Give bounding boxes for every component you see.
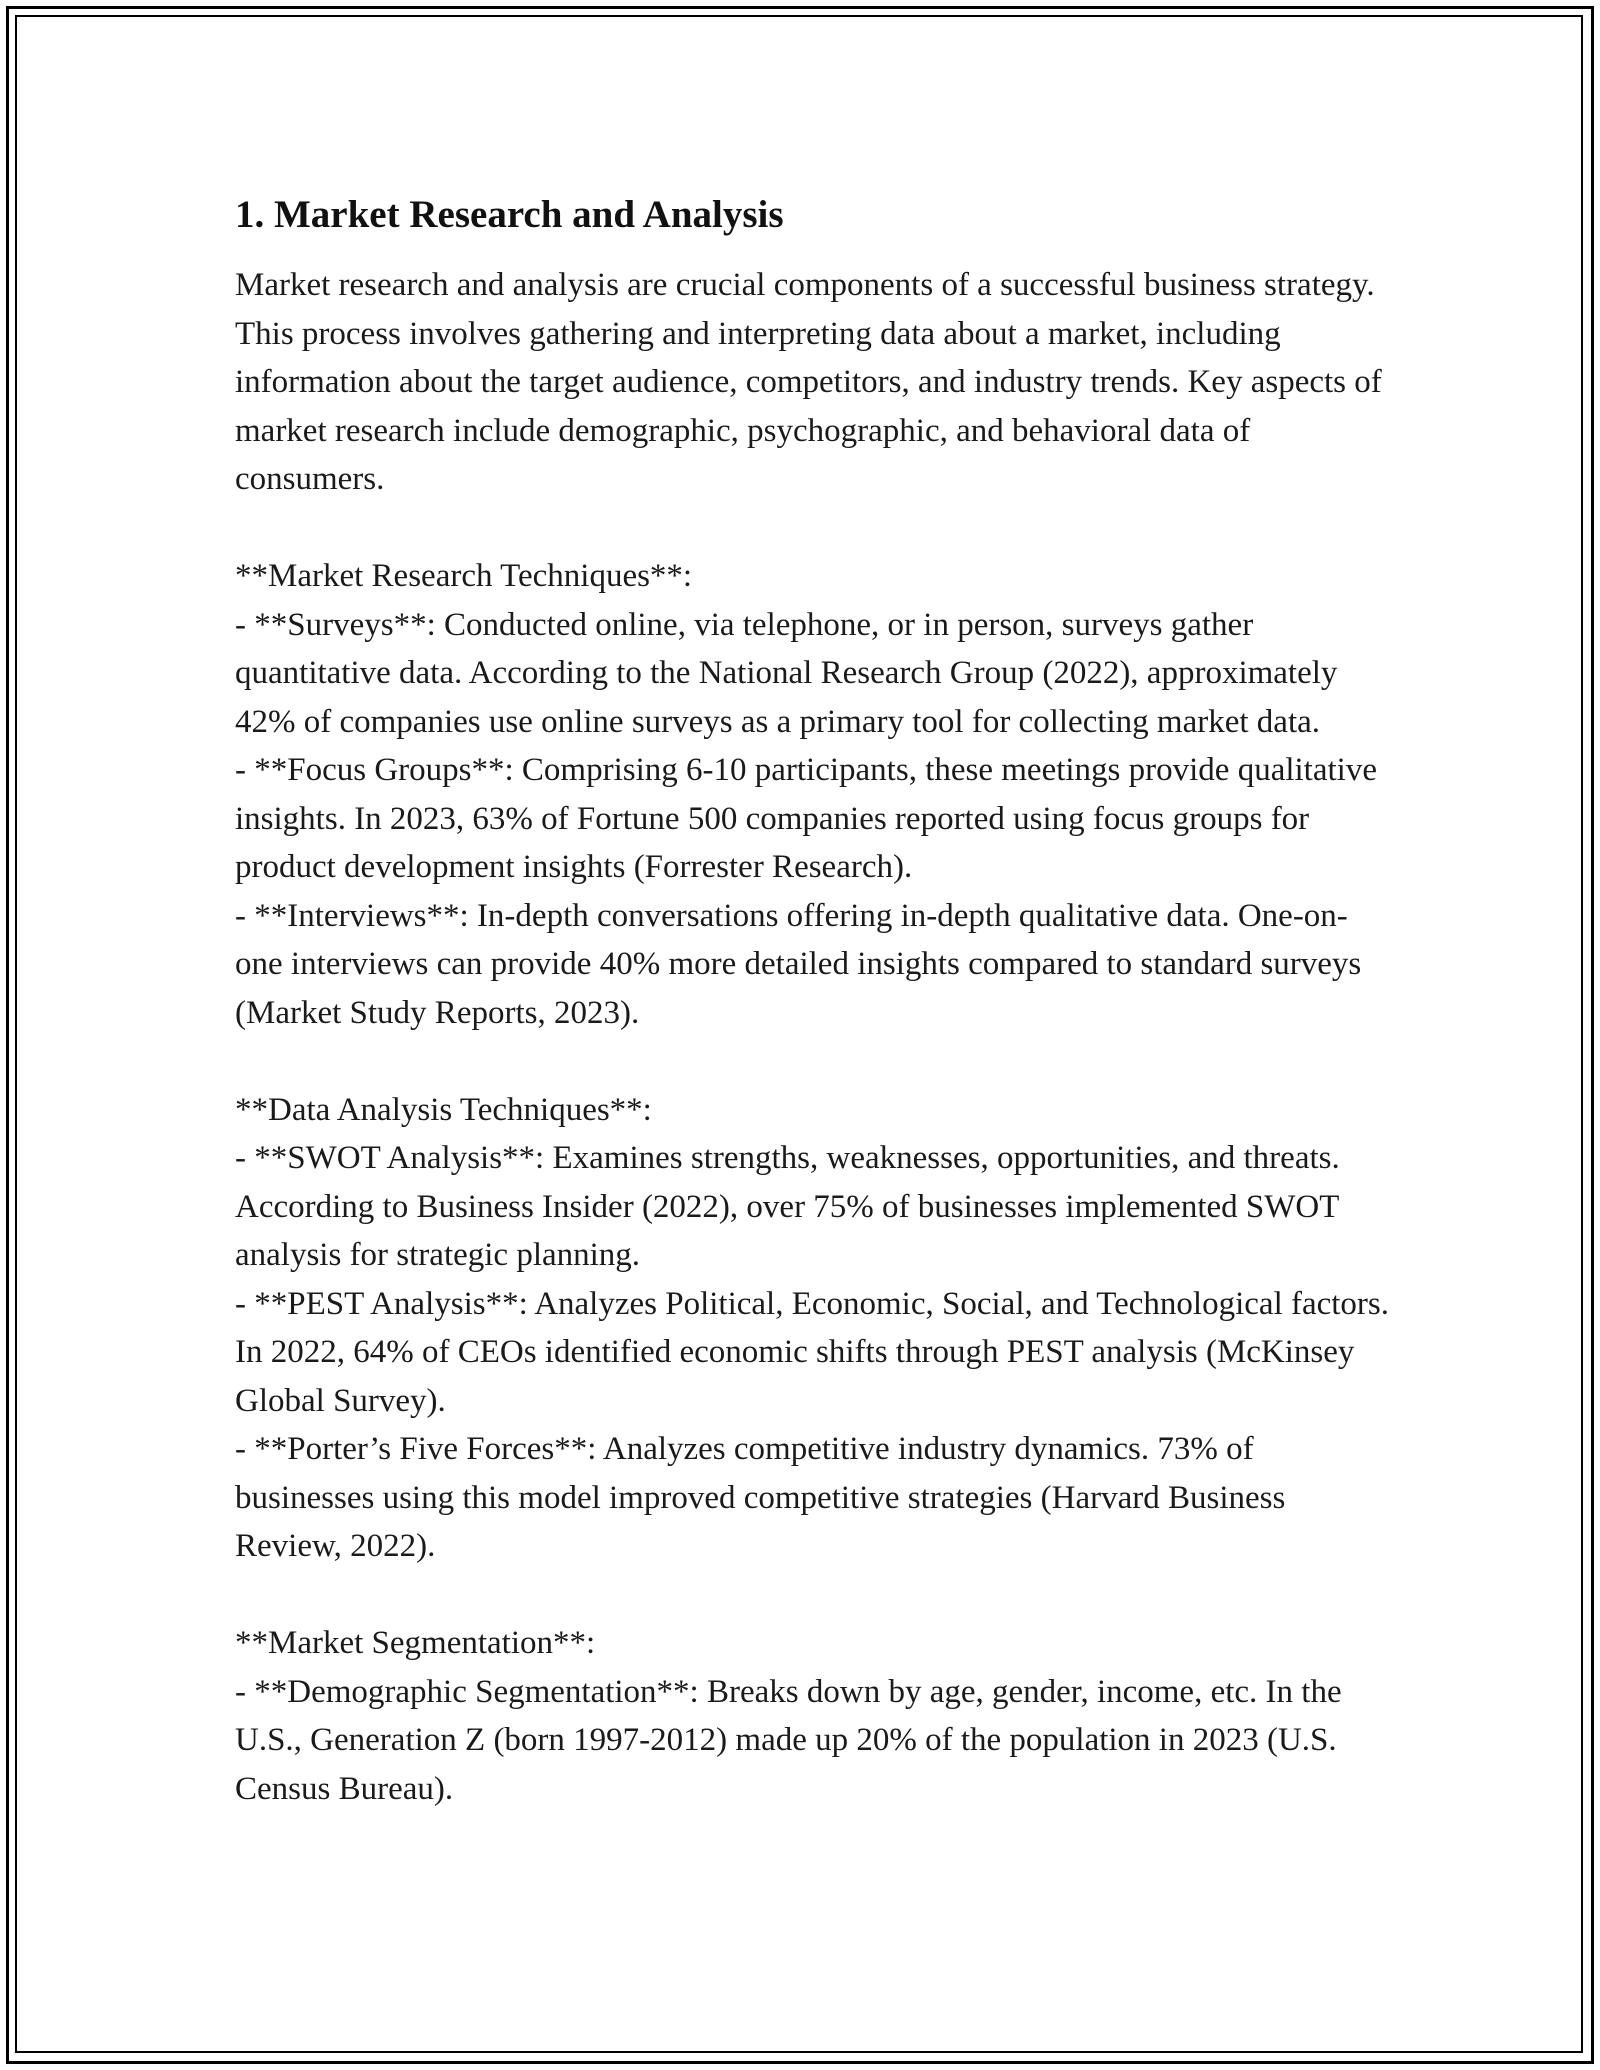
market-segmentation-heading: **Market Segmentation**: bbox=[235, 1625, 596, 1661]
research-techniques-heading: **Market Research Techniques**: bbox=[235, 558, 693, 594]
intro-paragraph: Market research and analysis are crucial components of a successful business strategy. This process involves gathering and interpreting data about a market, including information about the target audience, competitors, and industry trends. Key aspects of market research include demographic, psychographic, and behavioral data of consumers. bbox=[235, 267, 1382, 497]
research-techniques-block bbox=[235, 552, 1395, 1037]
analysis-techniques-block bbox=[235, 1086, 1395, 1571]
list-item-swot: - **SWOT Analysis**: Examines strengths, weaknesses, opportunities, and threats. According to Business Insider (2022), over 75% of businesses implemented SWOT analysis for strategic planning. bbox=[235, 1140, 1340, 1273]
list-item-pest: - **PEST Analysis**: Analyzes Political, Economic, Social, and Technological factors. In 2022, 64% of CEOs identified economic shifts through PEST analysis (McKinsey Global Survey). bbox=[235, 1285, 1390, 1419]
document-body bbox=[235, 185, 1395, 1813]
section-title: 1. Market Research and Analysis bbox=[235, 193, 784, 236]
list-item-porters-five-forces: - **Porter’s Five Forces**: Analyzes competitive industry dynamics. 73% of businesses using this model improved competitive strategies (Harvard Business Review, 2022). bbox=[235, 1431, 1286, 1564]
list-item-focus-groups: - **Focus Groups**: Comprising 6-10 participants, these meetings provide qualitative insights. In 2023, 63% of Fortune 500 companies reported using focus groups for product development insights (Forrester Research). bbox=[235, 752, 1377, 885]
analysis-techniques-heading: **Data Analysis Techniques**: bbox=[235, 1091, 652, 1128]
list-item-demographic-segmentation: - **Demographic Segmentation**: Breaks down by age, gender, income, etc. In the U.S., Generation Z (born 1997-2012) made up 20% of the population in 2023 (U.S. Census Bureau). bbox=[235, 1673, 1342, 1807]
list-item-surveys: - **Surveys**: Conducted online, via telephone, or in person, surveys gather quantitative data. According to the National Research Group (2022), approximately 42% of companies use online surveys as a primary tool for collecting market data. bbox=[235, 606, 1338, 740]
market-segmentation-block bbox=[235, 1619, 1395, 1813]
list-item-interviews: - **Interviews**: In-depth conversations offering in-depth qualitative data. One-on-one interviews can provide 40% more detailed insights compared to standard surveys (Market Study Reports, 2023). bbox=[235, 897, 1362, 1031]
